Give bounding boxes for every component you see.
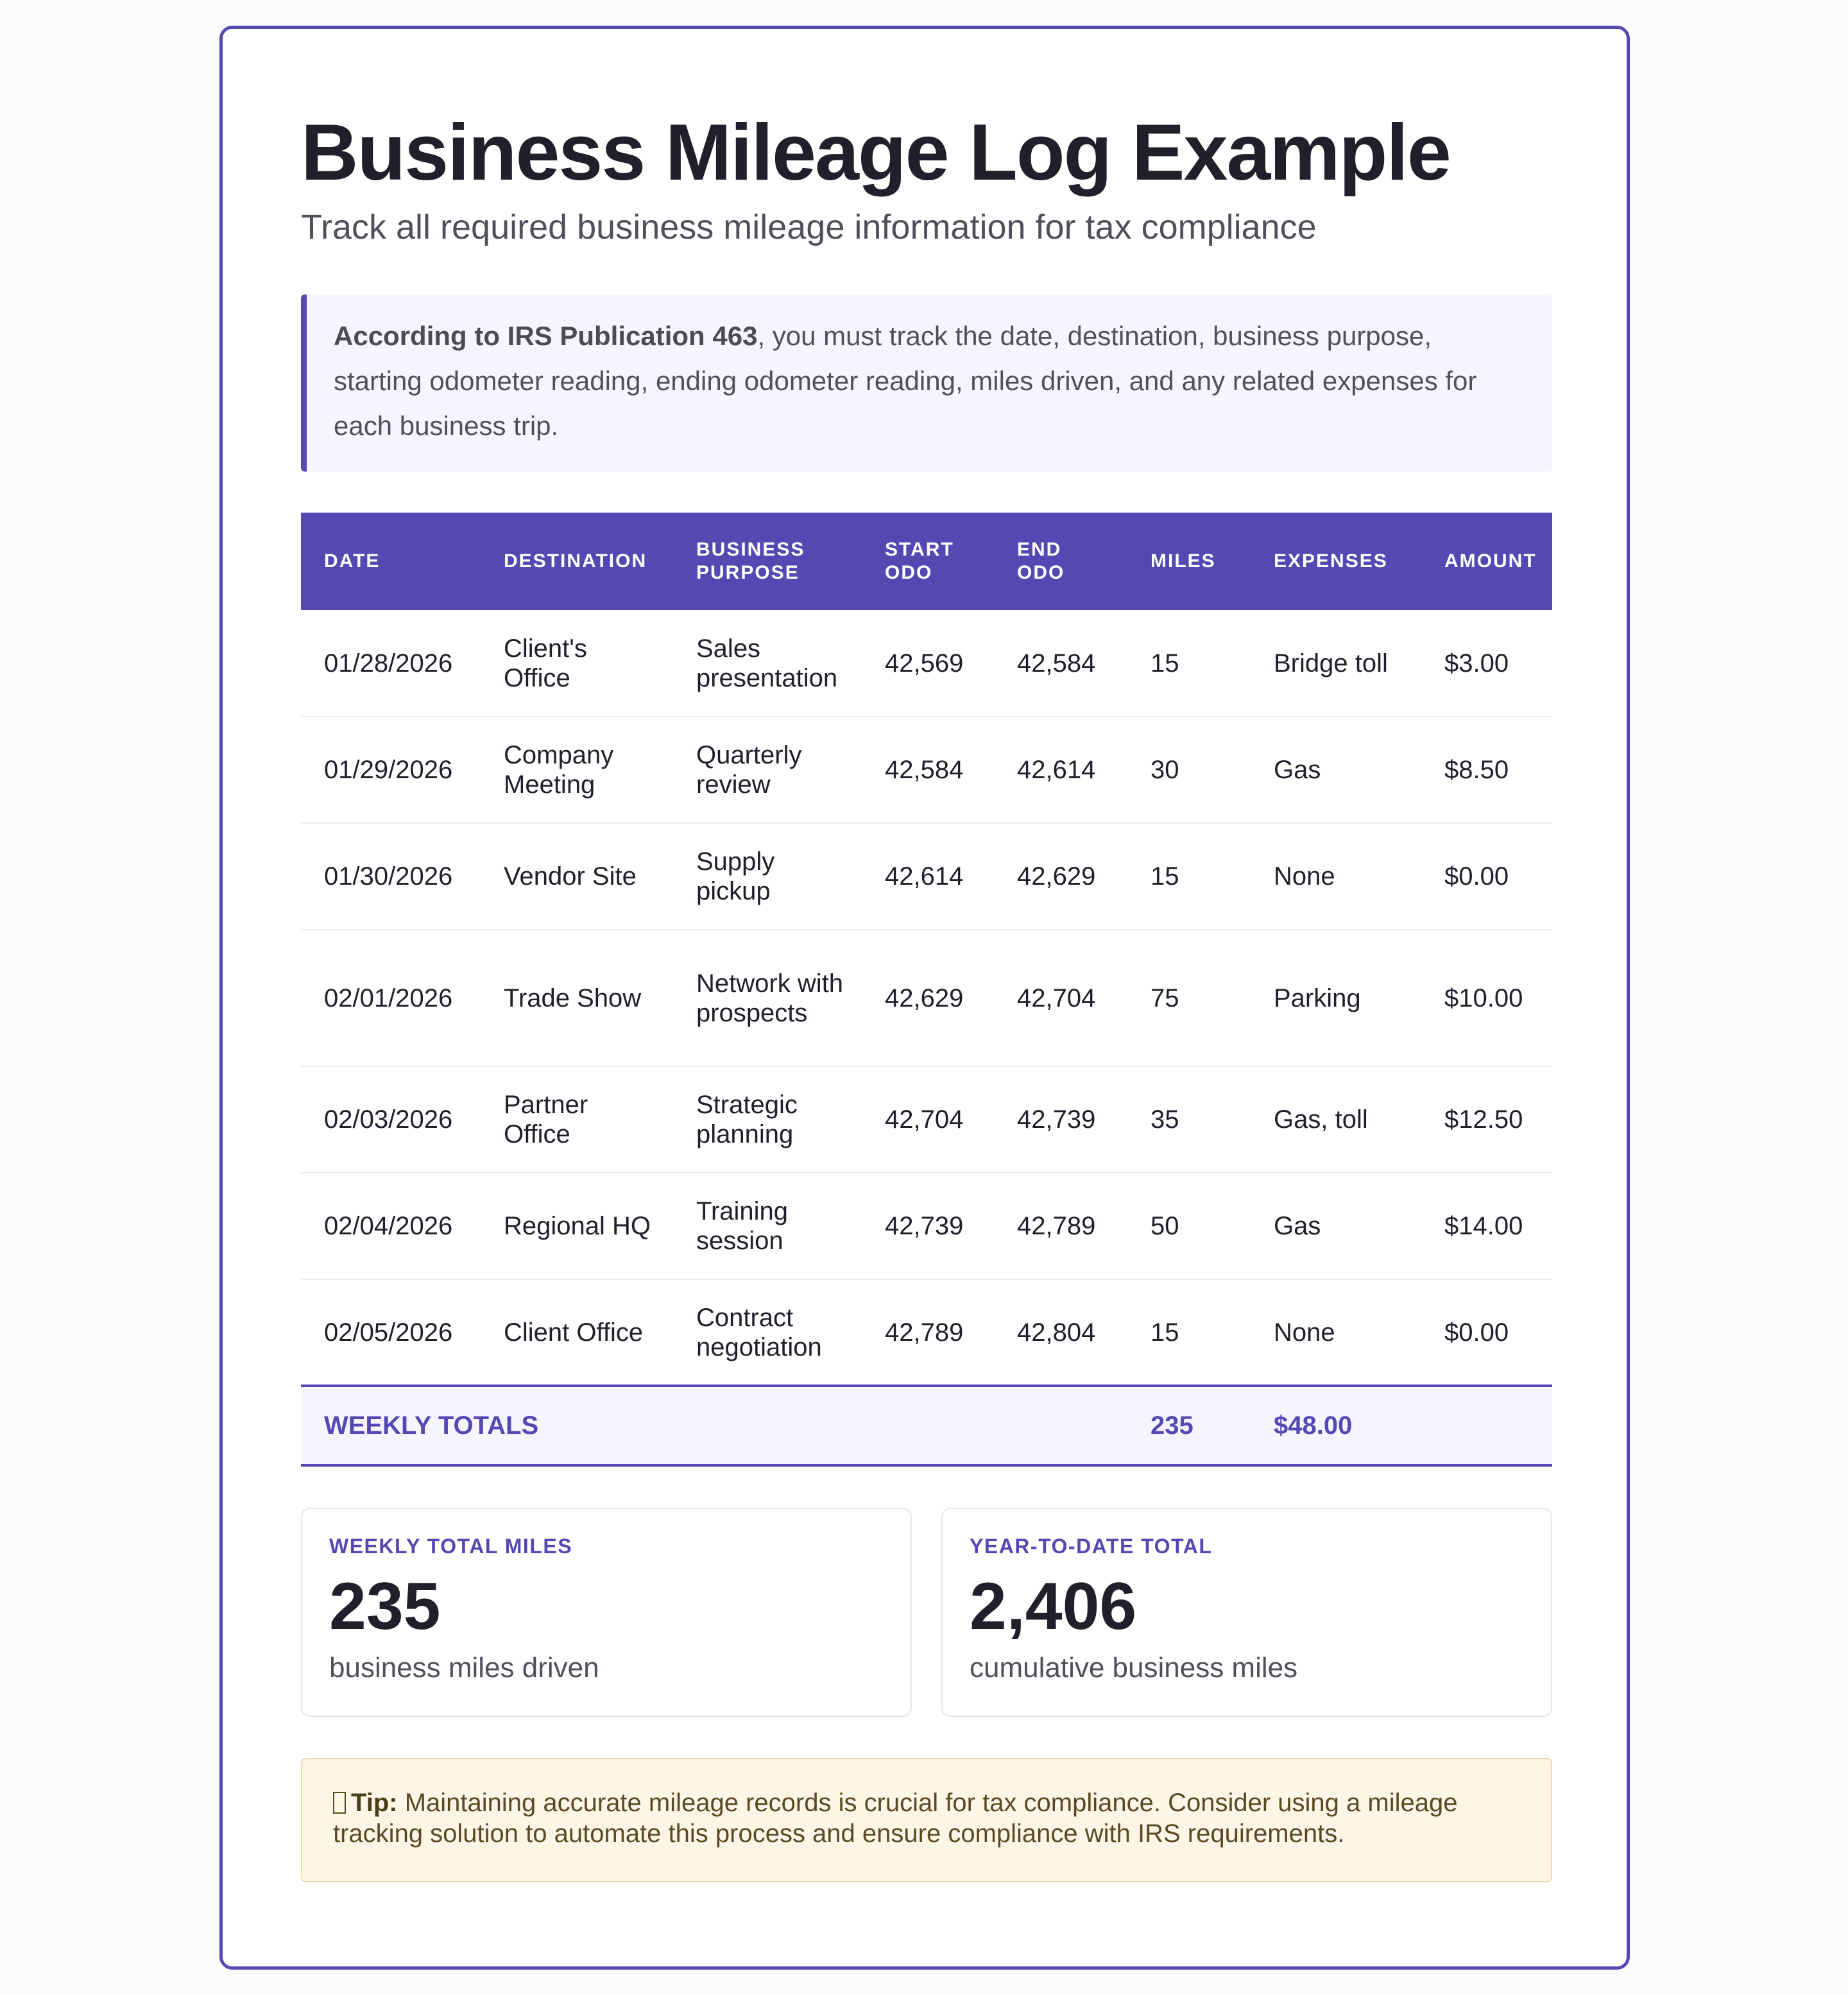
cell-date: 02/03/2026: [301, 1066, 481, 1173]
stats-row: [301, 1508, 1552, 1717]
cell-destination: Regional HQ: [481, 1173, 673, 1279]
cell-amount: $0.00: [1421, 823, 1552, 930]
cell-amount: $10.00: [1421, 930, 1552, 1066]
mileage-table: [301, 513, 1552, 1467]
cell-business-purpose: Supply pickup: [673, 823, 862, 930]
tip-box: [301, 1758, 1552, 1882]
cell-end-odo: 42,584: [994, 610, 1127, 717]
cell-start-odo: 42,629: [862, 930, 994, 1066]
cell-end-odo: 42,704: [994, 930, 1127, 1066]
ytd-total-card: [941, 1508, 1552, 1717]
cell-business-purpose: Network with prospects: [673, 930, 862, 1066]
page-subtitle: Track all required business mileage information for tax compliance: [301, 208, 1317, 247]
cell-amount: $12.50: [1421, 1066, 1552, 1173]
totals-miles: 235: [1127, 1386, 1251, 1465]
cell-end-odo: 42,739: [994, 1066, 1127, 1173]
cell-expenses: None: [1251, 823, 1421, 930]
cell-amount: $8.50: [1421, 717, 1552, 823]
cell-destination: Client Office: [504, 1318, 644, 1347]
card-content: [301, 29, 1552, 1882]
stat-value: 235: [329, 1569, 441, 1644]
cell-expenses: Gas: [1251, 717, 1421, 823]
cell-amount: $0.00: [1444, 1318, 1509, 1347]
cell-date: 02/05/2026: [324, 1318, 453, 1347]
cell-expenses: Parking: [1251, 930, 1421, 1066]
cell-end-odo: 42,804: [1017, 1318, 1096, 1347]
cell-end-odo: 42,789: [994, 1173, 1127, 1279]
callout-text: , you must track the date, destination, business purpose, starting odometer reading, ending odometer reading, miles driven, and any related expenses for each business trip.: [334, 321, 1477, 441]
cell-amount: $3.00: [1421, 610, 1552, 717]
cell-end-odo: 42,629: [994, 823, 1127, 930]
cell-expenses: Gas, toll: [1251, 1066, 1421, 1173]
col-header-amount: AMOUNT: [1444, 550, 1537, 572]
cell-start-odo: 42,614: [862, 823, 994, 930]
cell-miles: 75: [1127, 930, 1251, 1066]
table-row: [301, 1279, 1552, 1386]
table-row: [301, 1066, 1552, 1173]
cell-destination: Vendor Site: [481, 823, 673, 930]
table-row: [301, 717, 1552, 823]
cell-business-purpose: Quarterly review: [673, 717, 862, 823]
cell-miles: 50: [1127, 1173, 1251, 1279]
cell-miles: 15: [1127, 610, 1251, 717]
totals-expenses: $48.00: [1251, 1386, 1421, 1465]
cell-expenses: None: [1274, 1318, 1335, 1347]
cell-expenses: Bridge toll: [1251, 610, 1421, 717]
cell-business-purpose: Training session: [673, 1173, 862, 1279]
col-header-destination: DESTINATION: [504, 550, 647, 572]
cell-business-purpose: Sales presentation: [673, 610, 862, 717]
weekly-miles-card: [301, 1508, 912, 1717]
totals-empty: [1421, 1386, 1552, 1465]
col-header-start-odo: START ODO: [885, 539, 954, 584]
cell-business-purpose: Strategic planning: [673, 1066, 862, 1173]
col-header-expenses: EXPENSES: [1274, 550, 1388, 572]
col-header-business-purpose: BUSINESS PURPOSE: [696, 539, 805, 584]
cell-miles: 35: [1127, 1066, 1251, 1173]
cell-start-odo: 42,739: [862, 1173, 994, 1279]
cell-miles: 15: [1127, 823, 1251, 930]
cell-miles: 30: [1127, 717, 1251, 823]
cell-amount: $14.00: [1421, 1173, 1552, 1279]
totals-label: WEEKLY TOTALS: [301, 1386, 1127, 1465]
col-header-date: DATE: [324, 550, 381, 572]
mileage-log-card: [219, 26, 1630, 1970]
cell-start-odo: 42,584: [862, 717, 994, 823]
table-row: [301, 823, 1552, 930]
cell-date: 02/04/2026: [301, 1173, 481, 1279]
cell-date: 01/30/2026: [301, 823, 481, 930]
table-row: [301, 1173, 1552, 1279]
cell-destination: Company Meeting: [481, 717, 673, 823]
cell-date: 02/01/2026: [301, 930, 481, 1066]
table-row: [301, 930, 1552, 1066]
stat-caption: business miles driven: [329, 1651, 599, 1683]
col-header-miles: MILES: [1151, 550, 1216, 572]
cell-start-odo: 42,569: [862, 610, 994, 717]
stat-caption: cumulative business miles: [970, 1651, 1298, 1683]
cell-destination: Client's Office: [481, 610, 673, 717]
page-title: Business Mileage Log Example: [301, 108, 1450, 197]
cell-start-odo: 42,789: [885, 1318, 964, 1347]
cell-start-odo: 42,704: [862, 1066, 994, 1173]
tip-label: Tip:: [351, 1789, 398, 1818]
tip-text: Maintaining accurate mileage records is crucial for tax compliance. Consider using a mileage tracking solution to automate this process and ensure compliance with IRS requirements.: [333, 1789, 1458, 1848]
totals-row: [301, 1386, 1552, 1465]
stat-value: 2,406: [970, 1569, 1137, 1644]
cell-destination: Trade Show: [481, 930, 673, 1066]
table-header-row: [301, 513, 1552, 610]
lightbulb-icon: [333, 1792, 346, 1814]
cell-expenses: Gas: [1251, 1173, 1421, 1279]
col-header-end-odo: END ODO: [1017, 539, 1065, 584]
cell-business-purpose: Contract negotiation: [696, 1303, 822, 1361]
cell-end-odo: 42,614: [994, 717, 1127, 823]
callout-bold: According to IRS Publication 463: [334, 321, 758, 352]
table-row: [301, 610, 1552, 717]
cell-date: 01/28/2026: [301, 610, 481, 717]
irs-callout: [301, 294, 1552, 472]
cell-destination: Partner Office: [481, 1066, 673, 1173]
cell-miles: 15: [1151, 1318, 1179, 1347]
stat-label: YEAR-TO-DATE TOTAL: [970, 1535, 1213, 1558]
stat-label: WEEKLY TOTAL MILES: [329, 1535, 573, 1558]
cell-date: 01/29/2026: [301, 717, 481, 823]
